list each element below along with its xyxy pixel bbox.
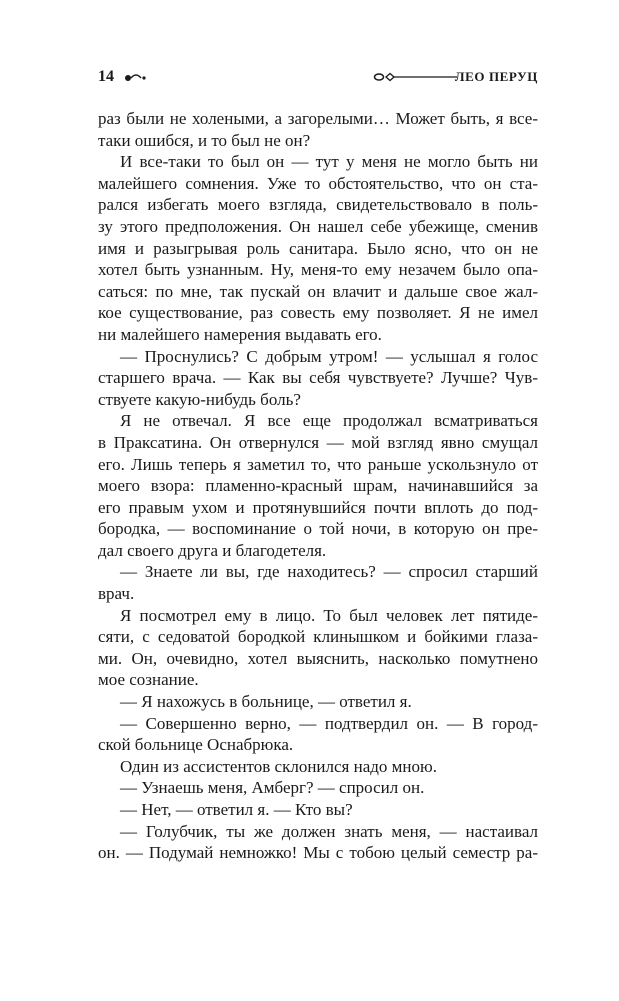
text-line: дал своего друга и благодетеля. xyxy=(98,540,327,560)
text-line: — Проснулись? С добрым утром! — услышал я голос xyxy=(120,346,538,366)
text-line: имя и разыгрывая роль санитара. Было ясно, что он не xyxy=(98,238,538,258)
text-line: ствуете какую-нибудь боль? xyxy=(98,389,301,409)
text-line: малейшего сомнения. Уже то обстоятельство, что он ста- xyxy=(98,173,538,193)
ornament-left-icon xyxy=(122,70,148,84)
text-line: его правым ухом и протянувшийся почти вплоть до под- xyxy=(98,497,538,517)
text-line: — Голубчик, ты же должен знать меня, — настаивал xyxy=(120,821,538,841)
text-line: саться: по мне, так пускай он влачит и дальше свое жал- xyxy=(98,281,538,301)
page-header xyxy=(98,66,538,88)
text-line: зу этого предположения. Он нашел себе убежище, сменив xyxy=(98,216,538,236)
text-line: — Совершенно верно, — подтвердил он. — В город- xyxy=(120,713,538,733)
body-text xyxy=(98,108,538,864)
text-line: хотел быть узнанным. Ну, меня-то ему незачем было опа- xyxy=(98,260,538,280)
text-line: в Праксатина. Он отвернулся — мой взгляд явно смущал xyxy=(98,432,538,452)
text-line: ни малейшего намерения выдавать его. xyxy=(98,324,382,344)
text-line: его. Лишь теперь я заметил то, что раньше ускользнуло от xyxy=(98,454,538,474)
text-line: мое сознание. xyxy=(98,670,199,690)
text-line: старшего врача. — Как вы себя чувствуете? Лучше? Чув- xyxy=(98,368,538,388)
text-line: Один из ассистентов склонился надо мною. xyxy=(120,756,437,776)
text-line: — Знаете ли вы, где находитесь? — спросил старший xyxy=(120,562,538,582)
text-line: — Узнаешь меня, Амберг? — спросил он. xyxy=(120,778,425,798)
text-line: Я посмотрел ему в лицо. То был человек лет пятиде- xyxy=(120,605,538,625)
text-line: бородка, — воспоминание о той ночи, в которую он пре- xyxy=(98,519,538,539)
text-line: моего взора: пламенно-красный шрам, начинавшийся за xyxy=(98,476,538,496)
page-number: 14 xyxy=(98,68,114,85)
text-line: он. — Подумай немножко! Мы с тобою целый семестр ра- xyxy=(98,843,538,863)
text-line: сяти, с седоватой бородкой клинышком и бойкими глаза- xyxy=(98,627,538,647)
text-line: раз были не холеными, а загорелыми… Может быть, я все- xyxy=(98,109,538,128)
text-line: врач. xyxy=(98,584,135,604)
ornament-right-icon xyxy=(373,70,459,84)
running-head: ЛЕО ПЕРУЦ xyxy=(454,69,538,84)
text-line: ской больнице Оснабрюка. xyxy=(98,735,294,755)
text-line: кое существование, раз совесть ему позволяет. Я не имел xyxy=(98,303,538,323)
text-line: И все-таки то был он — тут у меня не могло быть ни xyxy=(120,152,538,172)
text-line: ми. Он, очевидно, хотел выяснить, насколько помутнено xyxy=(98,648,538,668)
text-line: — Нет, — ответил я. — Кто вы? xyxy=(120,800,353,819)
text-line: Я не отвечал. Я все еще продолжал всматриваться xyxy=(120,411,538,431)
text-line: рался избегать моего взгляда, свидетельствовало в поль- xyxy=(98,195,538,215)
text-line: — Я нахожусь в больнице, — ответил я. xyxy=(120,692,412,712)
text-line: таки ошибся, и то был не он? xyxy=(98,130,311,150)
